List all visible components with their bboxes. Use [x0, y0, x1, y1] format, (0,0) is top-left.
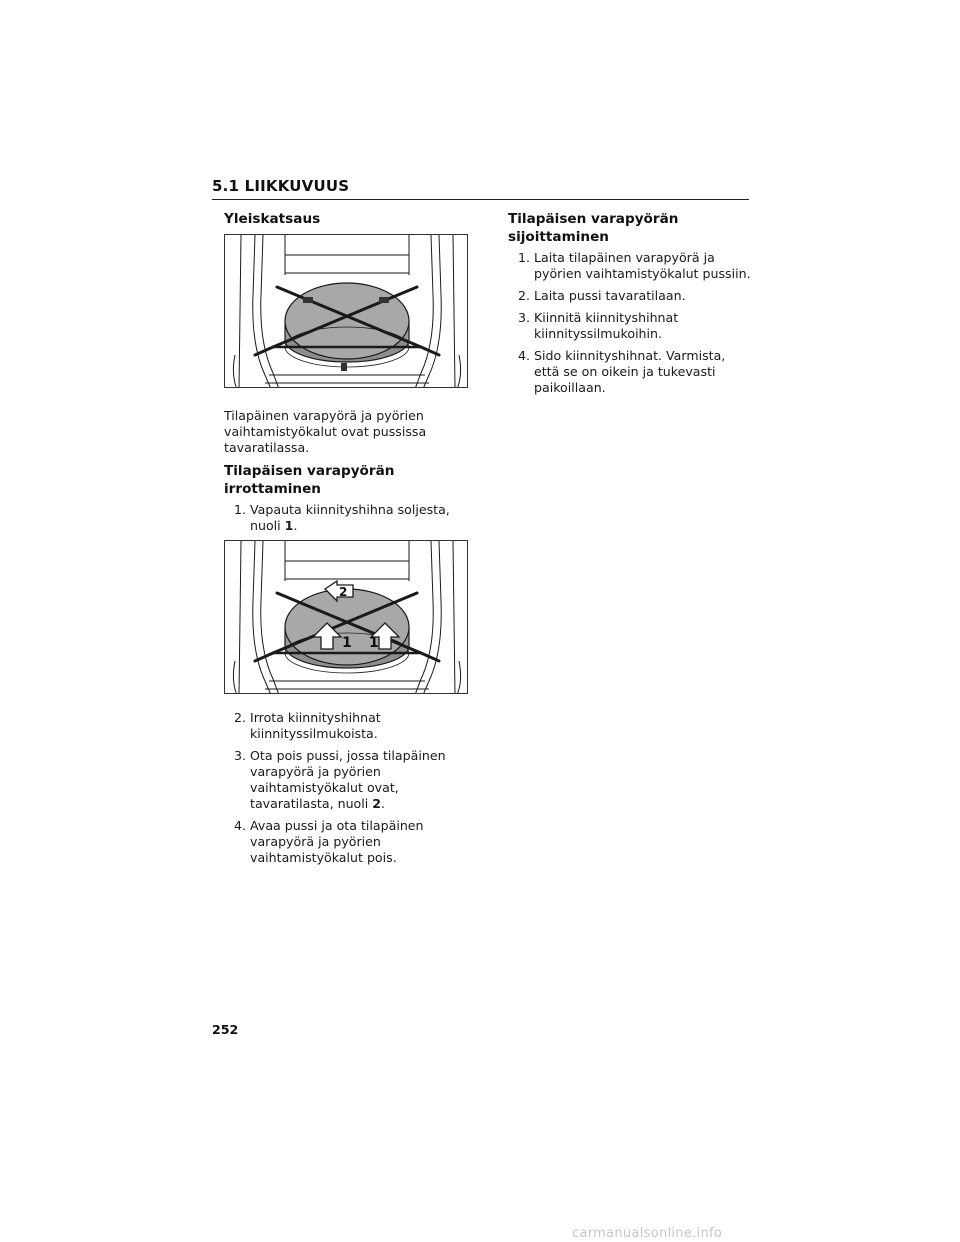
- heading-placement: Tilapäisen varapyörän sijoittaminen: [508, 211, 679, 245]
- trunk-illustration-2: [225, 541, 468, 694]
- removal-step-2: 2. Irrota kiinnityshihnat kiinnityssilmukoista.: [234, 710, 381, 741]
- arrow-label-left: 1: [342, 635, 352, 651]
- placement-step-2: 2. Laita pussi tavaratilaan.: [518, 288, 686, 303]
- section-title: 5.1 LIIKKUVUUS: [212, 177, 350, 195]
- placement-steps: [508, 250, 752, 396]
- page-number: 252: [212, 1022, 239, 1037]
- arrow-label-right: 1: [369, 635, 379, 651]
- placement-step-4: 4. Sido kiinnityshihnat. Varmista, että se on oikein ja tukevasti paikoillaan.: [518, 348, 726, 395]
- removal-steps-b: [224, 710, 476, 866]
- arrow-label-top: 2: [339, 585, 348, 599]
- removal-step-3: 3. Ota pois pussi, jossa tilapäinen varapyörä ja pyörien vaihtamistyökalut ovat, tavaratilasta, nuoli 2.: [234, 748, 446, 811]
- placement-step-1: 1. Laita tilapäinen varapyörä ja pyörien vaihtamistyökalut pussiin.: [518, 250, 751, 281]
- figure-spare-wheel-removal: [224, 540, 468, 694]
- removal-step-1: 1. Vapauta kiinnityshihna soljesta, nuoli 1.: [234, 502, 450, 533]
- figure-spare-wheel-overview: [224, 234, 468, 388]
- right-column: [508, 210, 752, 396]
- heading-overview: Yleiskatsaus: [224, 211, 321, 227]
- trunk-illustration-1: [225, 235, 468, 388]
- removal-step-4: 4. Avaa pussi ja ota tilapäinen varapyörä ja pyörien vaihtamistyökalut pois.: [234, 818, 424, 865]
- left-column: [224, 210, 476, 866]
- removal-steps-a: [224, 502, 476, 534]
- watermark: carmanualsonline.info: [572, 1226, 723, 1241]
- overview-text: Tilapäinen varapyörä ja pyörien vaihtamistyökalut ovat pussissa tavaratilassa.: [224, 408, 427, 455]
- section-header: [212, 176, 749, 200]
- heading-removal: Tilapäisen varapyörän irrottaminen: [224, 463, 395, 497]
- placement-step-3: 3. Kiinnitä kiinnityshihnat kiinnityssilmukoihin.: [518, 310, 679, 341]
